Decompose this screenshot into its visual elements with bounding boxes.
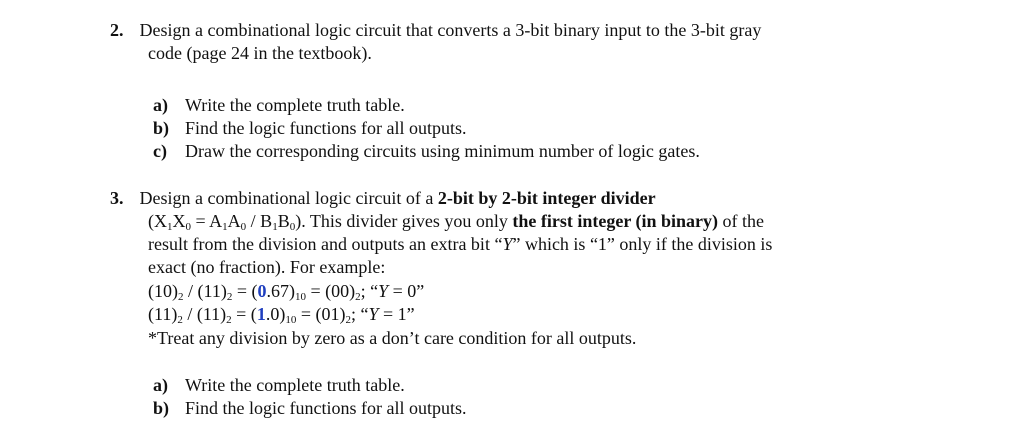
sub: 1 — [167, 221, 173, 233]
q2-number: 2. — [110, 20, 124, 40]
text: / (11) — [183, 281, 227, 301]
q3-example-1 — [148, 280, 424, 302]
sub: 2 — [226, 314, 232, 326]
part-text: Find the logic functions for all outputs. — [185, 118, 467, 138]
text: = ( — [232, 281, 258, 301]
sub: 1 — [222, 221, 228, 233]
sub: 2 — [355, 291, 361, 303]
q3-line-4: exact (no fraction). For example: — [148, 257, 386, 277]
q3-bold-divider: 2-bit by 2-bit integer divider — [437, 188, 656, 208]
var-y: Y — [502, 234, 513, 254]
q3-part-a — [153, 374, 405, 396]
part-label: b) — [153, 118, 170, 138]
var-a: A — [227, 211, 241, 231]
text: = A — [191, 211, 223, 231]
text: ). This divider gives you only — [295, 211, 513, 231]
var-y: Y — [368, 304, 379, 324]
sub: 1 — [272, 221, 278, 233]
text: = 1” — [378, 304, 415, 324]
q2-line-1 — [110, 19, 761, 41]
part-text: Write the complete truth table. — [185, 95, 405, 115]
part-text: Draw the corresponding circuits using minimum number of logic gates. — [185, 141, 700, 161]
text: = (00) — [305, 281, 356, 301]
highlight-digit: 1 — [256, 304, 266, 324]
part-label: a) — [153, 375, 168, 395]
sub: 2 — [177, 314, 183, 326]
sub: 10 — [285, 314, 297, 326]
sub: 2 — [178, 291, 184, 303]
text: = 0” — [388, 281, 425, 301]
q3-line-1 — [110, 187, 656, 209]
sub: 0 — [289, 221, 296, 233]
text: (11) — [148, 304, 178, 324]
sub: 0 — [240, 221, 247, 233]
part-text: Write the complete truth table. — [185, 375, 405, 395]
text: .67) — [266, 281, 295, 301]
q3-note: *Treat any division by zero as a don’t care condition for all outputs. — [148, 328, 637, 348]
var-x: X — [172, 211, 186, 231]
text: / B — [246, 211, 273, 231]
q3-text-line-1: Design a combinational logic circuit of a — [139, 188, 438, 208]
text: ; “ — [360, 281, 379, 301]
q3-example-2 — [148, 303, 415, 325]
text: / (11) — [182, 304, 227, 324]
var-b: B — [277, 211, 290, 231]
sub: 2 — [226, 291, 233, 303]
q2-part-a — [153, 94, 405, 116]
text: of the — [718, 211, 764, 231]
q2-text-line-2: code (page 24 in the textbook). — [148, 43, 372, 63]
q2-part-c — [153, 140, 700, 162]
part-text: Find the logic functions for all outputs. — [185, 398, 467, 418]
q3-part-b — [153, 397, 466, 419]
text: .0) — [265, 304, 286, 324]
bold-first-integer: the first integer (in binary) — [512, 211, 718, 231]
q2-part-b — [153, 117, 466, 139]
q3-line-3 — [148, 233, 772, 255]
q2-text-line-1: Design a combinational logic circuit that converts a 3-bit binary input to the 3-bit gray — [139, 20, 762, 40]
q3-number: 3. — [110, 188, 124, 208]
highlight-digit: 0 — [257, 281, 267, 301]
text: result from the division and outputs an extra bit “ — [148, 234, 503, 254]
part-label: a) — [153, 95, 168, 115]
text: (10) — [148, 281, 178, 301]
sub: 2 — [345, 314, 351, 326]
q3-line-2: $(X_1X_0 = A_1A_0 / B_1B_0)$. This divider gives you only the first integer (in binary) of the — [148, 211, 764, 233]
text: = (01) — [296, 304, 346, 324]
text: ” which is “1” only if the division is — [512, 234, 773, 254]
text: = ( — [231, 304, 257, 324]
var-x: X — [154, 211, 167, 231]
var-y: Y — [378, 281, 389, 301]
part-label: c) — [153, 141, 167, 161]
sub: 10 — [294, 291, 306, 303]
text: ; “ — [350, 304, 369, 324]
part-label: b) — [153, 398, 170, 418]
sub: 0 — [185, 221, 191, 233]
